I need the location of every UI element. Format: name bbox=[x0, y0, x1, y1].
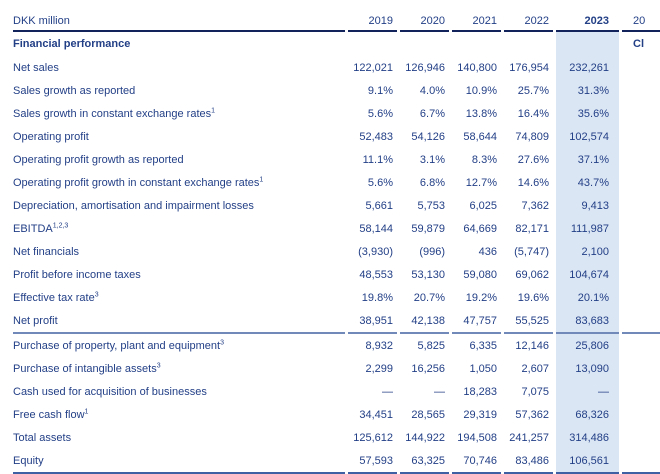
clipped-cell bbox=[622, 217, 660, 240]
cell-2021: 140,800 bbox=[457, 61, 497, 74]
row-label: Sales growth in constant exchange rates$^1$ bbox=[13, 106, 216, 120]
clipped-cell bbox=[622, 357, 660, 380]
clipped-cell bbox=[622, 263, 660, 286]
cell-2021: 436 bbox=[478, 245, 497, 258]
cell-2022: (5,747) bbox=[514, 245, 549, 258]
cell-2020: 54,126 bbox=[411, 130, 445, 143]
cell-2019: 5.6% bbox=[367, 107, 393, 120]
cell-2020: 144,922 bbox=[405, 431, 445, 444]
cell-2021: 8.3% bbox=[471, 153, 497, 166]
cell-2020: 28,565 bbox=[411, 408, 445, 421]
cell-2021: 194,508 bbox=[457, 431, 497, 444]
cell-2020: 126,946 bbox=[405, 61, 445, 74]
table-header-row bbox=[13, 10, 660, 32]
cell-2023: 25,806 bbox=[556, 334, 619, 357]
table-row bbox=[13, 171, 660, 194]
row-label: EBITDA$^{1,2,3}$ bbox=[13, 221, 69, 235]
cell-2019: 5.6% bbox=[367, 176, 393, 189]
cell-2022: 7,075 bbox=[521, 385, 549, 398]
year-header-2020: 2020 bbox=[400, 10, 449, 32]
cell-2019: 125,612 bbox=[353, 431, 393, 444]
clipped-cell bbox=[622, 56, 660, 79]
cell-2022: 19.6% bbox=[517, 291, 549, 304]
cell-2021: 59,080 bbox=[463, 268, 497, 281]
cell-2021: 13.8% bbox=[465, 107, 497, 120]
footnote-reference: 3 bbox=[156, 361, 161, 369]
cell-2022: 16.4% bbox=[517, 107, 549, 120]
cell-2019: — bbox=[382, 385, 393, 398]
cell-2020: 63,325 bbox=[400, 449, 449, 474]
clipped-cell bbox=[622, 102, 660, 125]
row-label: Sales growth as reported bbox=[13, 84, 136, 97]
cell-2019: 19.8% bbox=[361, 291, 393, 304]
cell-2020: 5,825 bbox=[417, 339, 445, 352]
row-label: Depreciation, amortisation and impairment losses bbox=[13, 199, 254, 212]
table-row bbox=[13, 79, 660, 102]
clipped-cell bbox=[622, 426, 660, 449]
row-label: Net financials bbox=[13, 245, 80, 258]
cell-2021: 6,335 bbox=[469, 339, 497, 352]
cell-2020: 53,130 bbox=[411, 268, 445, 281]
table-body bbox=[13, 10, 660, 474]
cell-2021: 12.7% bbox=[465, 176, 497, 189]
cell-2022: 82,171 bbox=[515, 222, 549, 235]
cell-2022: 57,362 bbox=[515, 408, 549, 421]
year-header-2022: 2022 bbox=[504, 10, 553, 32]
cell-2022: 14.6% bbox=[517, 176, 549, 189]
cell-2022: 74,809 bbox=[515, 130, 549, 143]
row-label: Operating profit growth in constant exchange rates$^1$ bbox=[13, 175, 264, 189]
section-header-clipped: Cl bbox=[633, 38, 644, 50]
table-row bbox=[13, 426, 660, 449]
unit-label: DKK million bbox=[13, 10, 345, 32]
cell-2020: 5,753 bbox=[417, 199, 445, 212]
cell-2021: 29,319 bbox=[463, 408, 497, 421]
table-row bbox=[13, 56, 660, 79]
table-row bbox=[13, 125, 660, 148]
cell-2020: 42,138 bbox=[400, 309, 449, 334]
clipped-cell bbox=[622, 194, 660, 217]
cell-2019: 122,021 bbox=[353, 61, 393, 74]
cell-2021: 19.2% bbox=[465, 291, 497, 304]
cell-2022: 7,362 bbox=[521, 199, 549, 212]
row-label: Net profit bbox=[13, 309, 345, 334]
cell-2021: 70,746 bbox=[452, 449, 501, 474]
cell-2023: 106,561 bbox=[556, 449, 619, 474]
cell-2023: 13,090 bbox=[556, 357, 619, 380]
cell-2023: 2,100 bbox=[556, 240, 619, 263]
row-label: Equity bbox=[13, 449, 345, 474]
financial-highlights-table bbox=[10, 10, 660, 474]
cell-2023: 37.1% bbox=[556, 148, 619, 171]
cell-2019: 48,553 bbox=[359, 268, 393, 281]
table-row bbox=[13, 217, 660, 240]
footnote-reference: 3 bbox=[94, 290, 99, 298]
year-header-2021: 2021 bbox=[452, 10, 501, 32]
year-header-clipped: 20 bbox=[622, 10, 660, 32]
cell-2020: 16,256 bbox=[411, 362, 445, 375]
table-row bbox=[13, 449, 660, 474]
section-cell bbox=[504, 32, 553, 56]
section-cell bbox=[452, 32, 501, 56]
year-header-2023: 2023 bbox=[556, 10, 619, 32]
financial-highlights-table-wrap bbox=[10, 10, 660, 474]
table-row bbox=[13, 263, 660, 286]
table-row bbox=[13, 334, 660, 357]
row-label: Total assets bbox=[13, 431, 72, 444]
clipped-cell bbox=[622, 309, 660, 334]
table-row bbox=[13, 380, 660, 403]
table-row bbox=[13, 102, 660, 125]
cell-2019: 38,951 bbox=[348, 309, 397, 334]
cell-2020: 59,879 bbox=[411, 222, 445, 235]
footnote-reference: 1 bbox=[84, 407, 89, 415]
cell-2022: 83,486 bbox=[504, 449, 553, 474]
row-label: Purchase of property, plant and equipment$^3$ bbox=[13, 338, 224, 352]
clipped-cell bbox=[622, 79, 660, 102]
cell-2019: 58,144 bbox=[359, 222, 393, 235]
cell-2022: 2,607 bbox=[521, 362, 549, 375]
row-label: Cash used for acquisition of businesses bbox=[13, 385, 207, 398]
cell-2020: 4.0% bbox=[419, 84, 445, 97]
table-row bbox=[13, 309, 660, 334]
clipped-cell bbox=[622, 148, 660, 171]
cell-2023: — bbox=[556, 380, 619, 403]
cell-2020: 6.7% bbox=[419, 107, 445, 120]
cell-2023: 104,674 bbox=[556, 263, 619, 286]
row-label: Profit before income taxes bbox=[13, 268, 141, 281]
table-row bbox=[13, 286, 660, 309]
cell-2023: 232,261 bbox=[556, 56, 619, 79]
footnote-reference: 1 bbox=[259, 175, 264, 183]
cell-2023: 9,413 bbox=[556, 194, 619, 217]
row-label: Effective tax rate$^3$ bbox=[13, 290, 99, 304]
row-label: Net sales bbox=[13, 61, 59, 74]
cell-2022: 55,525 bbox=[504, 309, 553, 334]
clipped-cell bbox=[622, 171, 660, 194]
cell-2022: 176,954 bbox=[509, 61, 549, 74]
cell-2020: 3.1% bbox=[419, 153, 445, 166]
cell-2019: 52,483 bbox=[359, 130, 393, 143]
clipped-cell bbox=[622, 449, 660, 474]
cell-2023: 102,574 bbox=[556, 125, 619, 148]
cell-2019: 8,932 bbox=[365, 339, 393, 352]
cell-2022: 25.7% bbox=[517, 84, 549, 97]
cell-2021: 1,050 bbox=[469, 362, 497, 375]
cell-2021: 64,669 bbox=[463, 222, 497, 235]
cell-2021: 18,283 bbox=[463, 385, 497, 398]
cell-2023: 20.1% bbox=[556, 286, 619, 309]
cell-2022: 12,146 bbox=[515, 339, 549, 352]
table-row bbox=[13, 403, 660, 426]
cell-2023: 35.6% bbox=[556, 102, 619, 125]
clipped-cell bbox=[622, 240, 660, 263]
table-row bbox=[13, 240, 660, 263]
cell-2021: 47,757 bbox=[452, 309, 501, 334]
footnote-reference: 1,2,3 bbox=[52, 221, 69, 229]
cell-2019: (3,930) bbox=[358, 245, 393, 258]
section-header-row bbox=[13, 32, 660, 56]
cell-2021: 10.9% bbox=[465, 84, 497, 97]
section-cell bbox=[400, 32, 449, 56]
cell-2021: 6,025 bbox=[469, 199, 497, 212]
section-header-label: Financial performance bbox=[13, 38, 131, 50]
cell-2022: 27.6% bbox=[517, 153, 549, 166]
cell-2020: (996) bbox=[419, 245, 445, 258]
table-row bbox=[13, 148, 660, 171]
cell-2023: 31.3% bbox=[556, 79, 619, 102]
table-row bbox=[13, 194, 660, 217]
cell-2021: 58,644 bbox=[463, 130, 497, 143]
cell-2020: 20.7% bbox=[413, 291, 445, 304]
cell-2022: 69,062 bbox=[515, 268, 549, 281]
footnote-reference: 1 bbox=[211, 106, 216, 114]
cell-2023: 111,987 bbox=[556, 217, 619, 240]
cell-2019: 9.1% bbox=[367, 84, 393, 97]
section-cell-highlight bbox=[556, 32, 619, 56]
table-row bbox=[13, 357, 660, 380]
clipped-cell bbox=[622, 125, 660, 148]
section-cell bbox=[348, 32, 397, 56]
cell-2023: 68,326 bbox=[556, 403, 619, 426]
row-label: Free cash flow$^1$ bbox=[13, 407, 89, 421]
cell-2023: 43.7% bbox=[556, 171, 619, 194]
cell-2019: 5,661 bbox=[365, 199, 393, 212]
cell-2020: 6.8% bbox=[419, 176, 445, 189]
cell-2019: 11.1% bbox=[362, 153, 393, 166]
year-header-2019: 2019 bbox=[348, 10, 397, 32]
row-label: Operating profit growth as reported bbox=[13, 153, 184, 166]
row-label: Operating profit bbox=[13, 130, 89, 143]
cell-2022: 241,257 bbox=[509, 431, 549, 444]
cell-2023: 83,683 bbox=[556, 309, 619, 334]
footnote-reference: 3 bbox=[220, 338, 224, 346]
clipped-cell bbox=[622, 334, 660, 357]
row-label: Purchase of intangible assets$^3$ bbox=[13, 361, 161, 375]
cell-2020: — bbox=[434, 385, 445, 398]
cell-2019: 2,299 bbox=[365, 362, 393, 375]
cell-2019: 57,593 bbox=[348, 449, 397, 474]
clipped-cell bbox=[622, 403, 660, 426]
clipped-cell bbox=[622, 380, 660, 403]
clipped-cell bbox=[622, 286, 660, 309]
cell-2019: 34,451 bbox=[359, 408, 393, 421]
cell-2023: 314,486 bbox=[556, 426, 619, 449]
